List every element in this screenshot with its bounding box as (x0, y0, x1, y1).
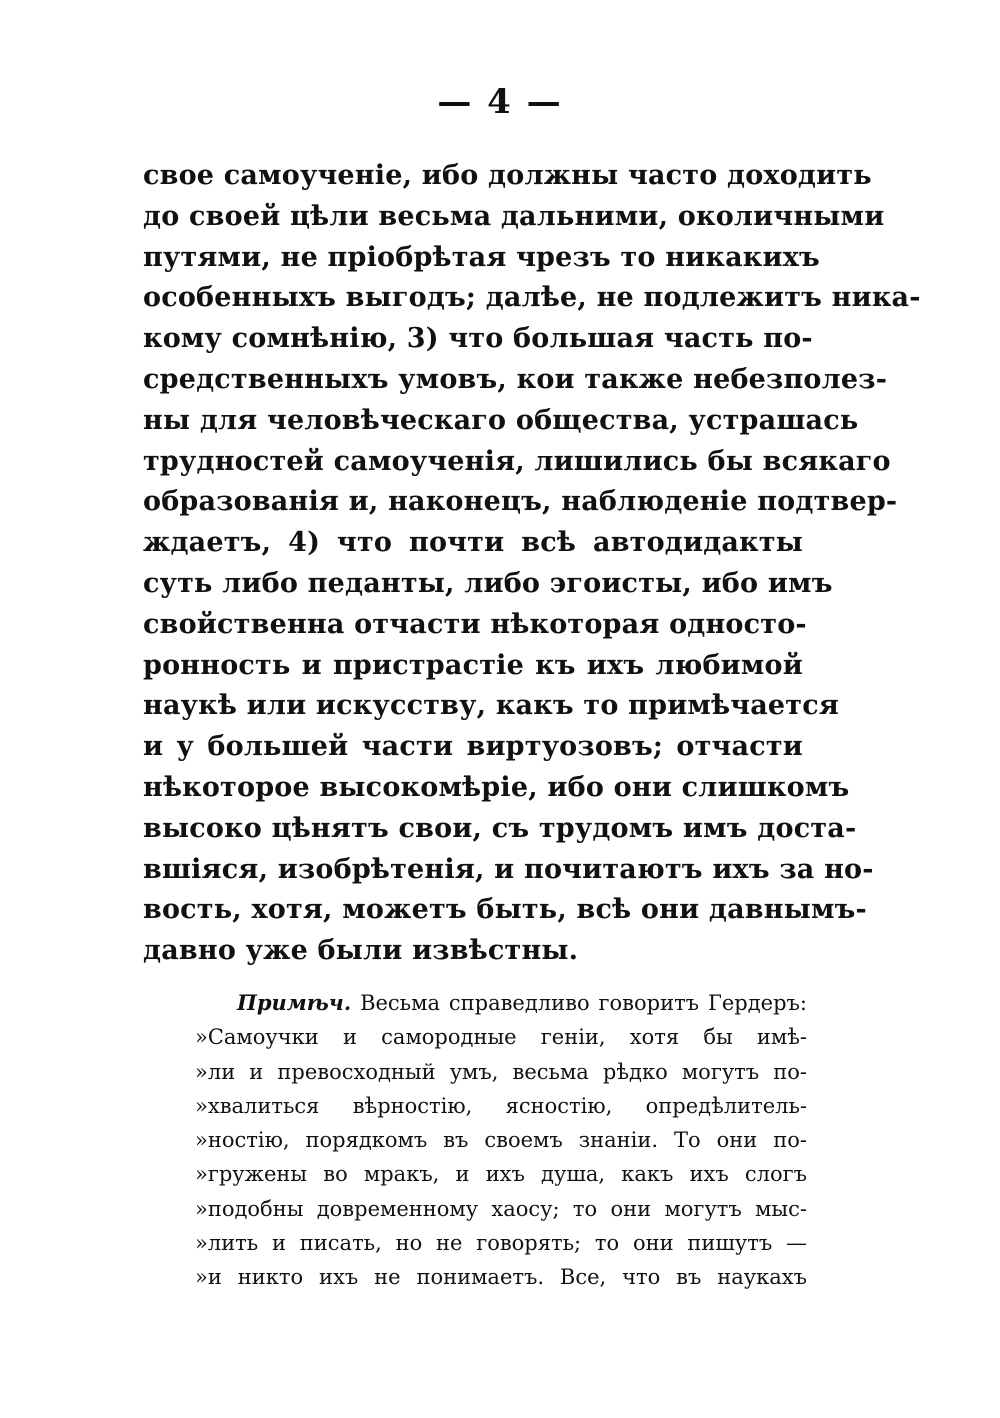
text-line: ронность и пристрастіе къ ихъ любимой (143, 649, 803, 681)
text-line: свойственна отчасти нѣкоторая односто- (143, 608, 807, 640)
note-line: »ностію, порядкомъ въ своемъ знаніи. То они по- (195, 1128, 807, 1153)
text-line: и у большей части виртуозовъ; отчасти (143, 731, 803, 763)
note-line: »ли и превосходный умъ, весьма рѣдко могутъ по- (195, 1059, 807, 1084)
note-line: »лить и писать, но не говорять; то они пишутъ — (195, 1231, 807, 1256)
text-line: нѣкоторое высокомѣріе, ибо они слишкомъ (143, 771, 850, 803)
note-line (237, 986, 807, 1020)
text-line: трудностей самоученія, лишились бы всякаго (143, 445, 891, 477)
note-line: »и никто ихъ не понимаетъ. Все, что въ наукахъ (195, 1265, 807, 1290)
text-line: до своей цѣли весьма дальними, околичными (143, 200, 885, 232)
text-line: вость, хотя, можетъ быть, всѣ они давнымъ- (143, 894, 867, 926)
text-line: ны для человѣческаго общества, устрашась (143, 404, 859, 436)
note-line: »Самоучки и самородные геніи, хотя бы имѣ- (195, 1025, 807, 1050)
footnote (195, 986, 807, 1295)
text-line: образованія и, наконецъ, наблюденіе подтвер- (143, 486, 898, 518)
text-line: давно уже были извѣстны. (143, 935, 579, 967)
text-line: ждаетъ, 4) что почти всѣ автодидакты (143, 527, 803, 559)
note-label: Примѣч. (237, 990, 352, 1015)
note-line: »хвалиться вѣрностію, ясностію, опредѣлитель- (195, 1093, 807, 1118)
text-line: высоко цѣнятъ свои, съ трудомъ имъ доста- (143, 812, 857, 844)
text-line: путями, не пріобрѣтая чрезъ то никакихъ (143, 241, 820, 273)
page-number: — 4 — (437, 82, 563, 122)
text-line: средственныхъ умовъ, кои также небезполез- (143, 363, 888, 395)
text-line: особенныхъ выгодъ; далѣе, не подлежитъ ника- (143, 282, 921, 314)
note-line: »подобны довременному хаосу; то они могутъ мыс- (195, 1196, 807, 1221)
note-line: »гружены во мракъ, и ихъ душа, какъ ихъ слогъ (195, 1162, 807, 1187)
main-text (143, 156, 921, 972)
text-line: наукѣ или искусству, какъ то примѣчается (143, 690, 840, 722)
text-line: вшіяся, изобрѣтенія, и почитаютъ ихъ за но- (143, 853, 874, 885)
text-line: кому сомнѣнію, 3) что большая часть по- (143, 323, 813, 355)
text-line: свое самоученіе, ибо должны часто доходить (143, 160, 872, 191)
note-first-line-text: Весьма справедливо говоритъ Гердеръ: (360, 991, 807, 1015)
text-line: суть либо педанты, либо эгоисты, ибо имъ (143, 567, 833, 599)
